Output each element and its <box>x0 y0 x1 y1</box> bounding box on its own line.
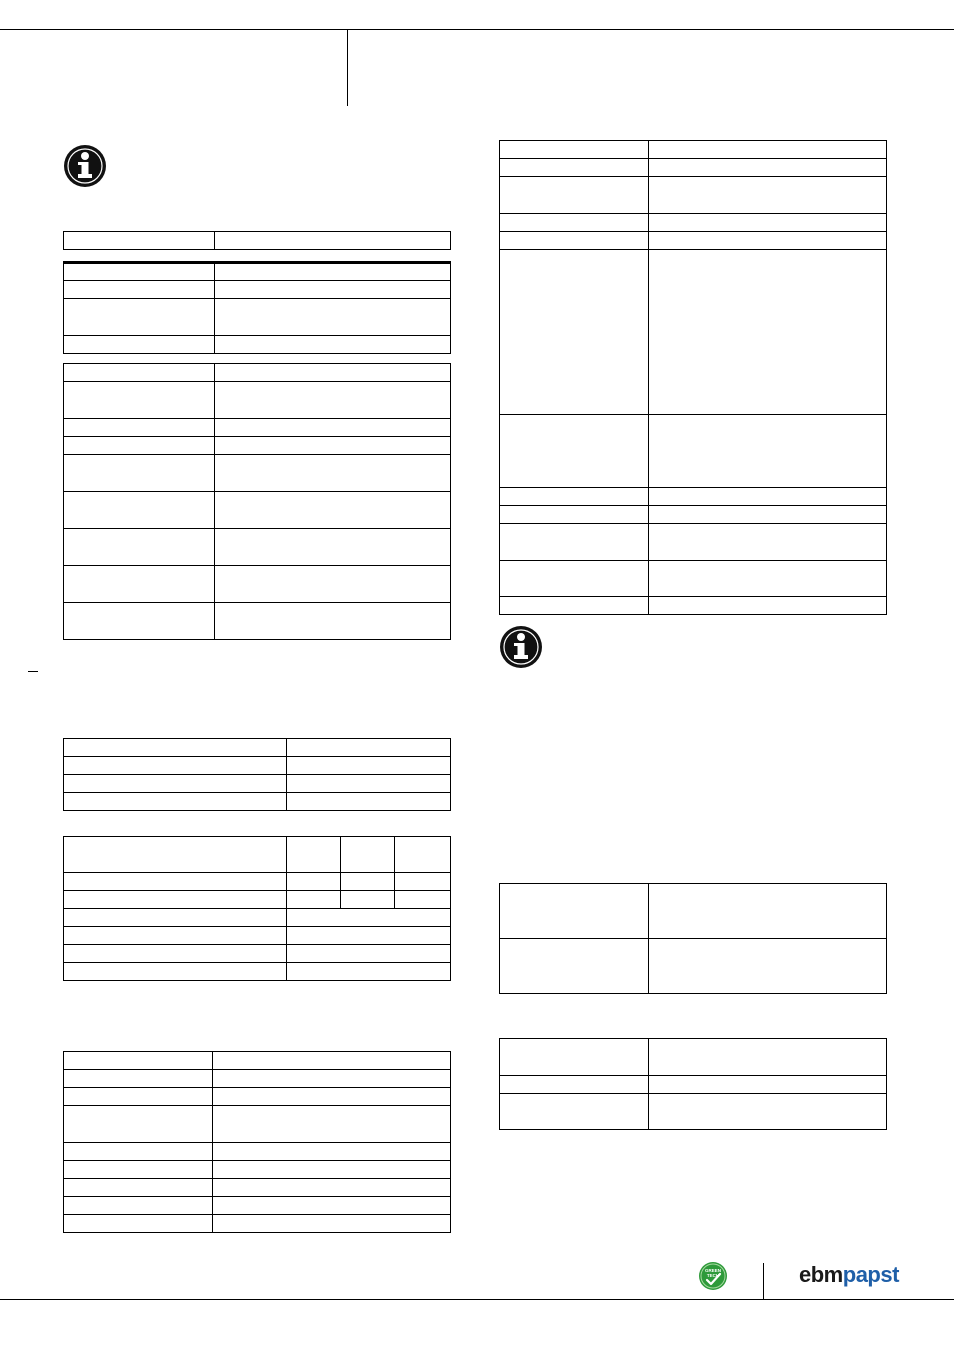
svg-text:GREEN: GREEN <box>704 1268 722 1273</box>
table-cell <box>649 214 887 232</box>
table-cell <box>500 232 649 250</box>
left-table-b <box>63 363 451 640</box>
table-cell <box>64 382 215 419</box>
footer-rule <box>0 1299 954 1300</box>
table-cell <box>287 739 451 757</box>
table-cell <box>500 561 649 597</box>
brand-name-part2: papst <box>842 1262 899 1287</box>
table-cell <box>500 1039 649 1076</box>
table-cell <box>649 506 887 524</box>
table-cell <box>287 837 341 873</box>
table-cell <box>64 1052 213 1070</box>
table-cell <box>64 1179 213 1197</box>
table-cell <box>215 281 451 299</box>
table-cell <box>500 159 649 177</box>
table-cell <box>215 492 451 529</box>
table-cell <box>64 837 287 873</box>
header-rule <box>0 29 954 30</box>
left-table-e <box>63 1051 451 1233</box>
table-cell <box>287 775 451 793</box>
brand-separator <box>763 1263 764 1299</box>
table-cell <box>64 437 215 455</box>
table-cell <box>649 159 887 177</box>
table-cell <box>215 437 451 455</box>
table-cell <box>500 506 649 524</box>
table-cell <box>341 837 395 873</box>
svg-text:TECH: TECH <box>706 1273 720 1278</box>
info-icon <box>63 144 107 188</box>
table-cell <box>64 757 287 775</box>
table-cell <box>287 757 451 775</box>
table-cell <box>213 1161 451 1179</box>
table-cell <box>649 939 887 994</box>
table-cell <box>215 455 451 492</box>
table-cell <box>64 263 215 281</box>
table-cell <box>649 561 887 597</box>
table-cell <box>215 382 451 419</box>
table-cell <box>287 909 451 927</box>
table-cell <box>64 603 215 640</box>
header-divider <box>347 29 348 106</box>
table-cell <box>213 1106 451 1143</box>
table-cell <box>64 739 287 757</box>
table-cell <box>500 177 649 214</box>
right-table-c <box>499 1038 887 1130</box>
table-cell <box>64 909 287 927</box>
table-cell <box>215 364 451 382</box>
table-cell <box>500 939 649 994</box>
table-cell <box>64 492 215 529</box>
left-table-a <box>63 261 451 354</box>
table-cell <box>649 250 887 415</box>
table-cell <box>213 1179 451 1197</box>
table-cell <box>500 250 649 415</box>
right-table-b <box>499 883 887 994</box>
table-cell <box>215 419 451 437</box>
table-cell <box>215 263 451 281</box>
table-cell <box>649 1094 887 1130</box>
table-cell <box>64 566 215 603</box>
table-cell <box>500 214 649 232</box>
info-icon <box>499 625 543 669</box>
table-cell <box>500 597 649 615</box>
table-cell <box>500 1076 649 1094</box>
table-cell <box>64 1143 213 1161</box>
table-cell <box>64 963 287 981</box>
table-cell <box>64 529 215 566</box>
left-table-a-header <box>63 231 451 250</box>
table-cell <box>64 1070 213 1088</box>
table-cell <box>213 1052 451 1070</box>
table-cell <box>213 1088 451 1106</box>
table-cell <box>64 891 287 909</box>
table-cell <box>64 1106 213 1143</box>
table-cell <box>64 873 287 891</box>
table-cell <box>64 336 215 354</box>
footnote-mark <box>28 671 38 672</box>
table-cell <box>287 927 451 945</box>
table-cell <box>215 232 451 250</box>
table-cell <box>64 945 287 963</box>
brand-logo <box>799 1262 899 1288</box>
left-table-d <box>63 836 451 981</box>
table-cell <box>64 232 215 250</box>
table-cell <box>215 336 451 354</box>
table-cell <box>649 1039 887 1076</box>
table-cell <box>395 891 451 909</box>
left-table-c <box>63 738 451 811</box>
table-cell <box>64 419 215 437</box>
table-cell <box>64 364 215 382</box>
table-cell <box>649 488 887 506</box>
table-cell <box>287 963 451 981</box>
table-cell <box>500 524 649 561</box>
table-cell <box>213 1143 451 1161</box>
table-cell <box>64 1215 213 1233</box>
table-cell <box>649 884 887 939</box>
table-cell <box>287 793 451 811</box>
table-cell <box>649 597 887 615</box>
table-cell <box>287 891 341 909</box>
table-cell <box>287 873 341 891</box>
table-cell <box>395 873 451 891</box>
table-cell <box>500 488 649 506</box>
table-cell <box>64 927 287 945</box>
table-cell <box>64 1197 213 1215</box>
table-cell <box>500 141 649 159</box>
table-cell <box>213 1197 451 1215</box>
right-table-a <box>499 140 887 615</box>
table-cell <box>287 945 451 963</box>
table-cell <box>649 1076 887 1094</box>
brand-name-part1: ebm <box>799 1262 843 1287</box>
table-cell <box>64 281 215 299</box>
table-cell <box>500 415 649 488</box>
table-cell <box>649 524 887 561</box>
table-cell <box>649 177 887 214</box>
table-cell <box>341 891 395 909</box>
table-cell <box>341 873 395 891</box>
table-cell <box>395 837 451 873</box>
table-cell <box>64 1161 213 1179</box>
table-cell <box>64 1088 213 1106</box>
table-cell <box>649 415 887 488</box>
table-cell <box>64 775 287 793</box>
table-cell <box>215 566 451 603</box>
table-cell <box>64 793 287 811</box>
table-cell <box>64 455 215 492</box>
table-cell <box>64 299 215 336</box>
table-cell <box>215 299 451 336</box>
greentech-badge-icon <box>698 1261 728 1291</box>
table-cell <box>213 1070 451 1088</box>
table-cell <box>500 884 649 939</box>
table-cell <box>500 1094 649 1130</box>
table-cell <box>213 1215 451 1233</box>
table-cell <box>649 232 887 250</box>
table-cell <box>215 603 451 640</box>
table-cell <box>215 529 451 566</box>
table-cell <box>649 141 887 159</box>
